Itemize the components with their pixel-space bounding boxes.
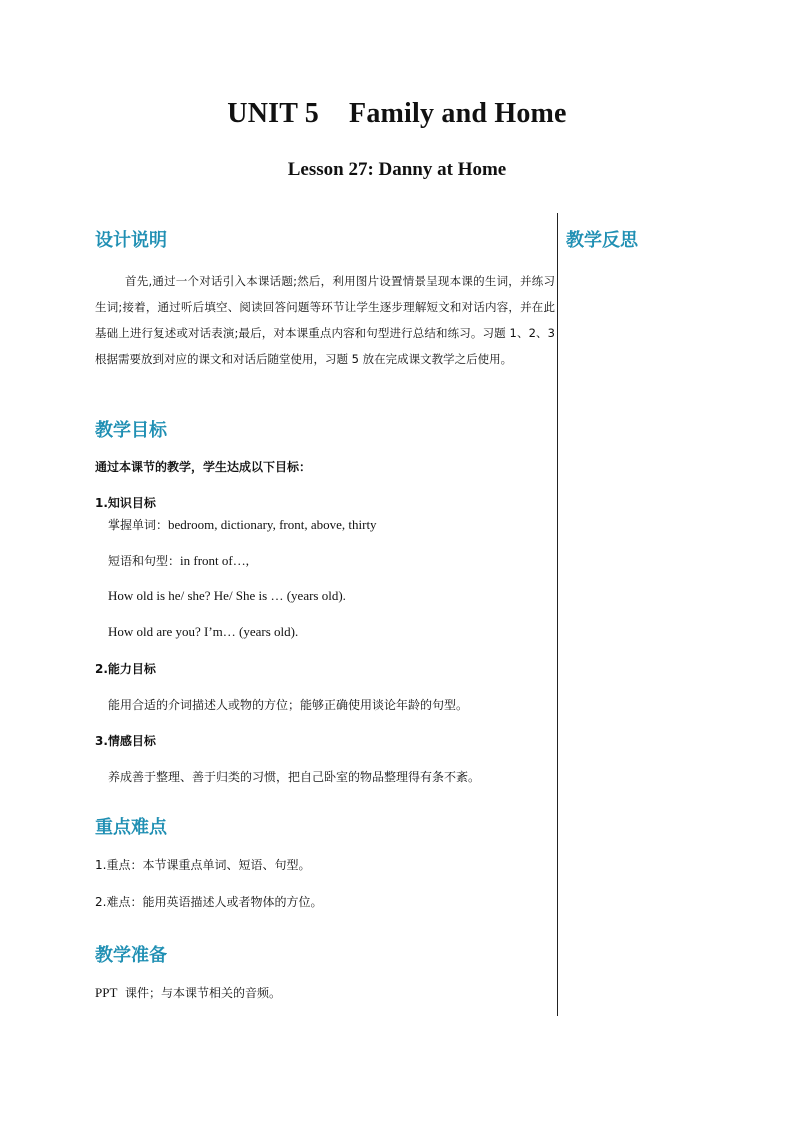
ability-title: 2.能力目标	[95, 662, 156, 676]
ability-text: 能用合适的介词描述人或物的方位；能够正确使用谈论年龄的句型。	[108, 698, 469, 712]
difficult-text: 能用英语描述人或者物体的方位。	[142, 895, 323, 909]
difficult-label: 2.难点：	[95, 895, 143, 909]
sentence-1-text: How old is he/ she? He/ She is … (years old).	[108, 588, 346, 603]
design-heading: 设计说明	[95, 230, 167, 251]
goals-intro: 通过本课节的教学，学生达成以下目标：	[95, 460, 312, 474]
phrases-label: 短语和句型：	[108, 554, 181, 568]
unit-label: UNIT 5	[227, 98, 320, 129]
key-point-line	[95, 856, 310, 873]
knowledge-sentence-1	[108, 588, 346, 604]
reflection-heading: 教学反思	[566, 230, 638, 251]
words-list: bedroom, dictionary, front, above, thirty	[168, 517, 377, 532]
phrases-list: in front of…,	[180, 553, 249, 568]
words-label: 掌握单词：	[108, 518, 169, 532]
key-text: 本节课重点单词、短语、句型。	[142, 858, 311, 872]
key-label: 1.重点：	[95, 858, 143, 872]
preparation-text: 课件；与本课节相关的音频。	[125, 986, 282, 1000]
preparation-line	[95, 984, 281, 1001]
unit-title	[0, 98, 794, 130]
key-points-heading: 重点难点	[95, 817, 167, 838]
lesson-title: Lesson 27: Danny at Home	[287, 159, 507, 180]
knowledge-words	[108, 516, 377, 533]
ppt-label: PPT	[95, 985, 118, 1000]
goals-heading: 教学目标	[95, 420, 167, 441]
design-paragraph: 首先,通过一个对话引入本课话题;然后，利用图片设置情景呈现本课的生词，并练习生词;接着，通过听后填空、阅读回答问题等环节让学生逐步理解短文和对话内容，并在此基础上进行复述或对话表演;最后，对本课重点内容和句型进行总结和练习。习题 1、2、3 根据需要放到对应的课文和对话后随堂使用，习题 5 放在完成课文教学之后使用。	[95, 274, 555, 366]
knowledge-phrases	[108, 552, 249, 569]
knowledge-sentence-2	[108, 624, 298, 640]
knowledge-title: 1.知识目标	[95, 496, 156, 510]
column-divider	[557, 213, 558, 1016]
emotion-text: 养成善于整理、善于归类的习惯，把自己卧室的物品整理得有条不紊。	[108, 770, 481, 784]
emotion-title: 3.情感目标	[95, 734, 156, 748]
sentence-2-text: How old are you? I’m… (years old).	[108, 624, 299, 639]
unit-topic: Family and Home	[349, 98, 567, 129]
preparation-heading: 教学准备	[95, 945, 167, 966]
difficult-point-line	[95, 893, 322, 910]
